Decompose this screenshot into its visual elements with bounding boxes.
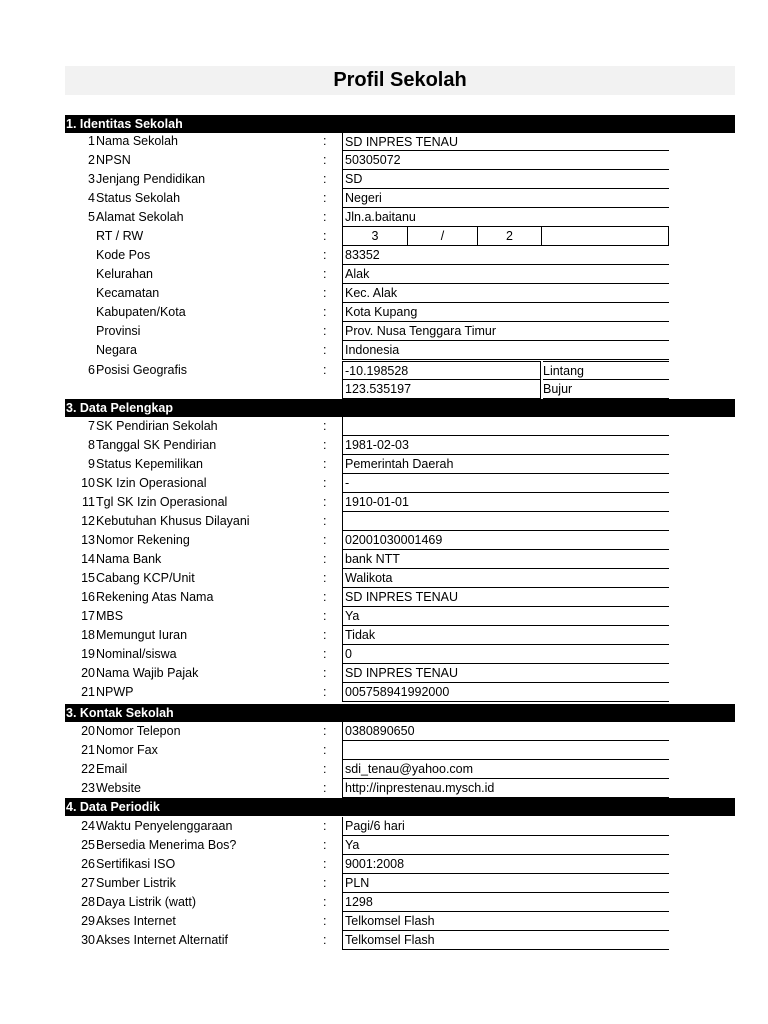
colon: : <box>323 914 327 928</box>
alamat-row <box>0 246 768 265</box>
kontak-row <box>0 722 768 741</box>
row-number: 4 <box>88 191 95 205</box>
field-value: sdi_tenau@yahoo.com <box>342 760 669 779</box>
row-number: 16 <box>81 590 95 604</box>
geo-row-lintang <box>0 361 768 380</box>
field-label: Waktu Penyelenggaraan <box>96 819 233 833</box>
colon: : <box>323 647 327 661</box>
colon: : <box>323 514 327 528</box>
colon: : <box>323 495 327 509</box>
row-number: 9 <box>88 457 95 471</box>
field-value: 1981-02-03 <box>342 436 669 455</box>
row-number: 17 <box>81 609 95 623</box>
field-value: Ya <box>342 607 669 626</box>
field-label: SK Izin Operasional <box>96 476 207 490</box>
row-number: 3 <box>88 172 95 186</box>
pelengkap-row <box>0 436 768 455</box>
field-value: PLN <box>342 874 669 893</box>
field-value: http://inprestenau.mysch.id <box>342 779 669 798</box>
row-number: 27 <box>81 876 95 890</box>
pelengkap-row <box>0 569 768 588</box>
section-header-pelengkap: 3. Data Pelengkap <box>65 399 735 417</box>
identitas-row <box>0 189 768 208</box>
page-title: Profil Sekolah <box>65 66 735 95</box>
field-value: Telkomsel Flash <box>342 931 669 950</box>
colon: : <box>323 933 327 947</box>
colon: : <box>323 419 327 433</box>
kontak-row <box>0 741 768 760</box>
row-number: 24 <box>81 819 95 833</box>
field-value: 50305072 <box>342 151 669 170</box>
row-number: 25 <box>81 838 95 852</box>
identitas-row <box>0 132 768 151</box>
colon: : <box>323 685 327 699</box>
pelengkap-row <box>0 626 768 645</box>
colon: : <box>323 172 327 186</box>
pelengkap-row <box>0 645 768 664</box>
rtrw-label: RT / RW <box>96 229 144 243</box>
field-label: Alamat Sekolah <box>96 210 184 224</box>
field-value: SD INPRES TENAU <box>342 132 669 151</box>
colon: : <box>323 552 327 566</box>
section-header-periodik: 4. Data Periodik <box>65 798 735 816</box>
kontak-row <box>0 779 768 798</box>
field-label: Sertifikasi ISO <box>96 857 176 871</box>
row-number: 20 <box>81 724 95 738</box>
identitas-row <box>0 208 768 227</box>
alamat-row <box>0 284 768 303</box>
field-label: Kecamatan <box>96 286 160 300</box>
field-label: Kebutuhan Khusus Dilayani <box>96 514 250 528</box>
field-label: Rekening Atas Nama <box>96 590 214 604</box>
field-value: 9001:2008 <box>342 855 669 874</box>
field-value: Indonesia <box>342 341 669 360</box>
field-label: Nama Sekolah <box>96 134 178 148</box>
field-label: Nama Bank <box>96 552 162 566</box>
field-value: Alak <box>342 265 669 284</box>
field-label: Kode Pos <box>96 248 151 262</box>
alamat-row <box>0 322 768 341</box>
field-value: Ya <box>342 836 669 855</box>
geo-label: Posisi Geografis <box>96 363 188 377</box>
colon: : <box>323 363 327 377</box>
kontak-row <box>0 760 768 779</box>
field-value: SD INPRES TENAU <box>342 664 669 683</box>
rtrw-field <box>342 227 669 246</box>
colon: : <box>323 305 327 319</box>
field-label: Nama Wajib Pajak <box>96 666 199 680</box>
row-number: 1 <box>88 134 95 148</box>
periodik-row <box>0 874 768 893</box>
field-label: NPSN <box>96 153 131 167</box>
colon: : <box>323 571 327 585</box>
lintang-value: -10.198528 <box>342 361 541 380</box>
field-label: Status Sekolah <box>96 191 181 205</box>
row-number: 19 <box>81 647 95 661</box>
field-value: Walikota <box>342 569 669 588</box>
row-number: 14 <box>81 552 95 566</box>
colon: : <box>323 457 327 471</box>
section-header-identitas: 1. Identitas Sekolah <box>65 115 735 133</box>
field-value: Pemerintah Daerah <box>342 455 669 474</box>
colon: : <box>323 229 327 243</box>
identitas-row <box>0 151 768 170</box>
field-value: Tidak <box>342 626 669 645</box>
periodik-row <box>0 817 768 836</box>
alamat-row <box>0 341 768 360</box>
field-value <box>342 512 669 531</box>
pelengkap-row <box>0 664 768 683</box>
field-label: Cabang KCP/Unit <box>96 571 195 585</box>
pelengkap-row <box>0 417 768 436</box>
field-label: Sumber Listrik <box>96 876 176 890</box>
colon: : <box>323 609 327 623</box>
pelengkap-row <box>0 474 768 493</box>
field-label: NPWP <box>96 685 134 699</box>
pelengkap-row <box>0 493 768 512</box>
row-number: 22 <box>81 762 95 776</box>
field-label: Nominal/siswa <box>96 647 177 661</box>
periodik-row <box>0 912 768 931</box>
colon: : <box>323 343 327 357</box>
row-number: 8 <box>88 438 95 452</box>
row-number: 23 <box>81 781 95 795</box>
field-label: Provinsi <box>96 324 141 338</box>
field-label: Akses Internet Alternatif <box>96 933 229 947</box>
row-number: 2 <box>88 153 95 167</box>
field-label: Website <box>96 781 141 795</box>
colon: : <box>323 153 327 167</box>
field-value: 83352 <box>342 246 669 265</box>
field-label: Kelurahan <box>96 267 153 281</box>
alamat-row <box>0 303 768 322</box>
rtrw-separator: / <box>408 227 478 245</box>
field-value: Kota Kupang <box>342 303 669 322</box>
field-label: Nomor Telepon <box>96 724 181 738</box>
colon: : <box>323 533 327 547</box>
lintang-label: Lintang <box>543 361 669 380</box>
field-label: Bersedia Menerima Bos? <box>96 838 237 852</box>
pelengkap-row <box>0 683 768 702</box>
colon: : <box>323 819 327 833</box>
field-value: Jln.a.baitanu <box>342 208 669 227</box>
identitas-row <box>0 170 768 189</box>
field-label: Akses Internet <box>96 914 176 928</box>
field-label: Kabupaten/Kota <box>96 305 186 319</box>
row-number: 7 <box>88 419 95 433</box>
colon: : <box>323 267 327 281</box>
field-value: SD <box>342 170 669 189</box>
geo-row-bujur <box>0 380 768 399</box>
field-value: Negeri <box>342 189 669 208</box>
colon: : <box>323 724 327 738</box>
row-number: 5 <box>88 210 95 224</box>
field-label: Daya Listrik (watt) <box>96 895 197 909</box>
field-label: Email <box>96 762 128 776</box>
row-number: 6 <box>88 363 95 377</box>
field-value: 0 <box>342 645 669 664</box>
pelengkap-row <box>0 512 768 531</box>
row-number: 29 <box>81 914 95 928</box>
colon: : <box>323 134 327 148</box>
colon: : <box>323 286 327 300</box>
rtrw-row <box>0 227 768 246</box>
colon: : <box>323 743 327 757</box>
row-number: 28 <box>81 895 95 909</box>
field-value <box>342 741 669 760</box>
row-number: 10 <box>81 476 95 490</box>
field-label: Nomor Fax <box>96 743 158 757</box>
row-number: 13 <box>81 533 95 547</box>
field-label: Tanggal SK Pendirian <box>96 438 217 452</box>
field-value: bank NTT <box>342 550 669 569</box>
field-value: 005758941992000 <box>342 683 669 702</box>
colon: : <box>323 781 327 795</box>
row-number: 30 <box>81 933 95 947</box>
rt-value: 3 <box>343 227 408 245</box>
section-header-kontak: 3. Kontak Sekolah <box>65 704 735 722</box>
row-number: 11 <box>82 495 95 509</box>
colon: : <box>323 666 327 680</box>
colon: : <box>323 324 327 338</box>
row-number: 21 <box>81 685 95 699</box>
periodik-row <box>0 893 768 912</box>
colon: : <box>323 191 327 205</box>
row-number: 12 <box>81 514 95 528</box>
colon: : <box>323 248 327 262</box>
field-label: SK Pendirian Sekolah <box>96 419 218 433</box>
colon: : <box>323 210 327 224</box>
field-value: Prov. Nusa Tenggara Timur <box>342 322 669 341</box>
colon: : <box>323 762 327 776</box>
rw-value: 2 <box>478 227 542 245</box>
field-value: 0380890650 <box>342 722 669 741</box>
pelengkap-row <box>0 550 768 569</box>
field-value: Telkomsel Flash <box>342 912 669 931</box>
field-value: 1910-01-01 <box>342 493 669 512</box>
pelengkap-row <box>0 588 768 607</box>
bujur-value: 123.535197 <box>342 380 541 399</box>
colon: : <box>323 895 327 909</box>
periodik-row <box>0 836 768 855</box>
colon: : <box>323 857 327 871</box>
pelengkap-row <box>0 531 768 550</box>
field-label: Negara <box>96 343 137 357</box>
field-label: Status Kepemilikan <box>96 457 204 471</box>
field-value: Kec. Alak <box>342 284 669 303</box>
row-number: 21 <box>81 743 95 757</box>
field-value: Pagi/6 hari <box>342 817 669 836</box>
row-number: 26 <box>81 857 95 871</box>
pelengkap-row <box>0 455 768 474</box>
colon: : <box>323 476 327 490</box>
field-label: Jenjang Pendidikan <box>96 172 206 186</box>
field-value: - <box>342 474 669 493</box>
row-number: 18 <box>81 628 95 642</box>
row-number: 15 <box>81 571 95 585</box>
colon: : <box>323 876 327 890</box>
field-label: Memungut Iuran <box>96 628 188 642</box>
colon: : <box>323 838 327 852</box>
colon: : <box>323 628 327 642</box>
bujur-label: Bujur <box>543 380 669 399</box>
field-value: SD INPRES TENAU <box>342 588 669 607</box>
field-value: 02001030001469 <box>342 531 669 550</box>
row-number: 20 <box>81 666 95 680</box>
periodik-row <box>0 855 768 874</box>
field-label: Tgl SK Izin Operasional <box>96 495 228 509</box>
colon: : <box>323 438 327 452</box>
periodik-row <box>0 931 768 950</box>
field-value: 1298 <box>342 893 669 912</box>
alamat-row <box>0 265 768 284</box>
pelengkap-row <box>0 607 768 626</box>
field-label: Nomor Rekening <box>96 533 190 547</box>
field-label: MBS <box>96 609 124 623</box>
colon: : <box>323 590 327 604</box>
field-value <box>342 417 669 436</box>
